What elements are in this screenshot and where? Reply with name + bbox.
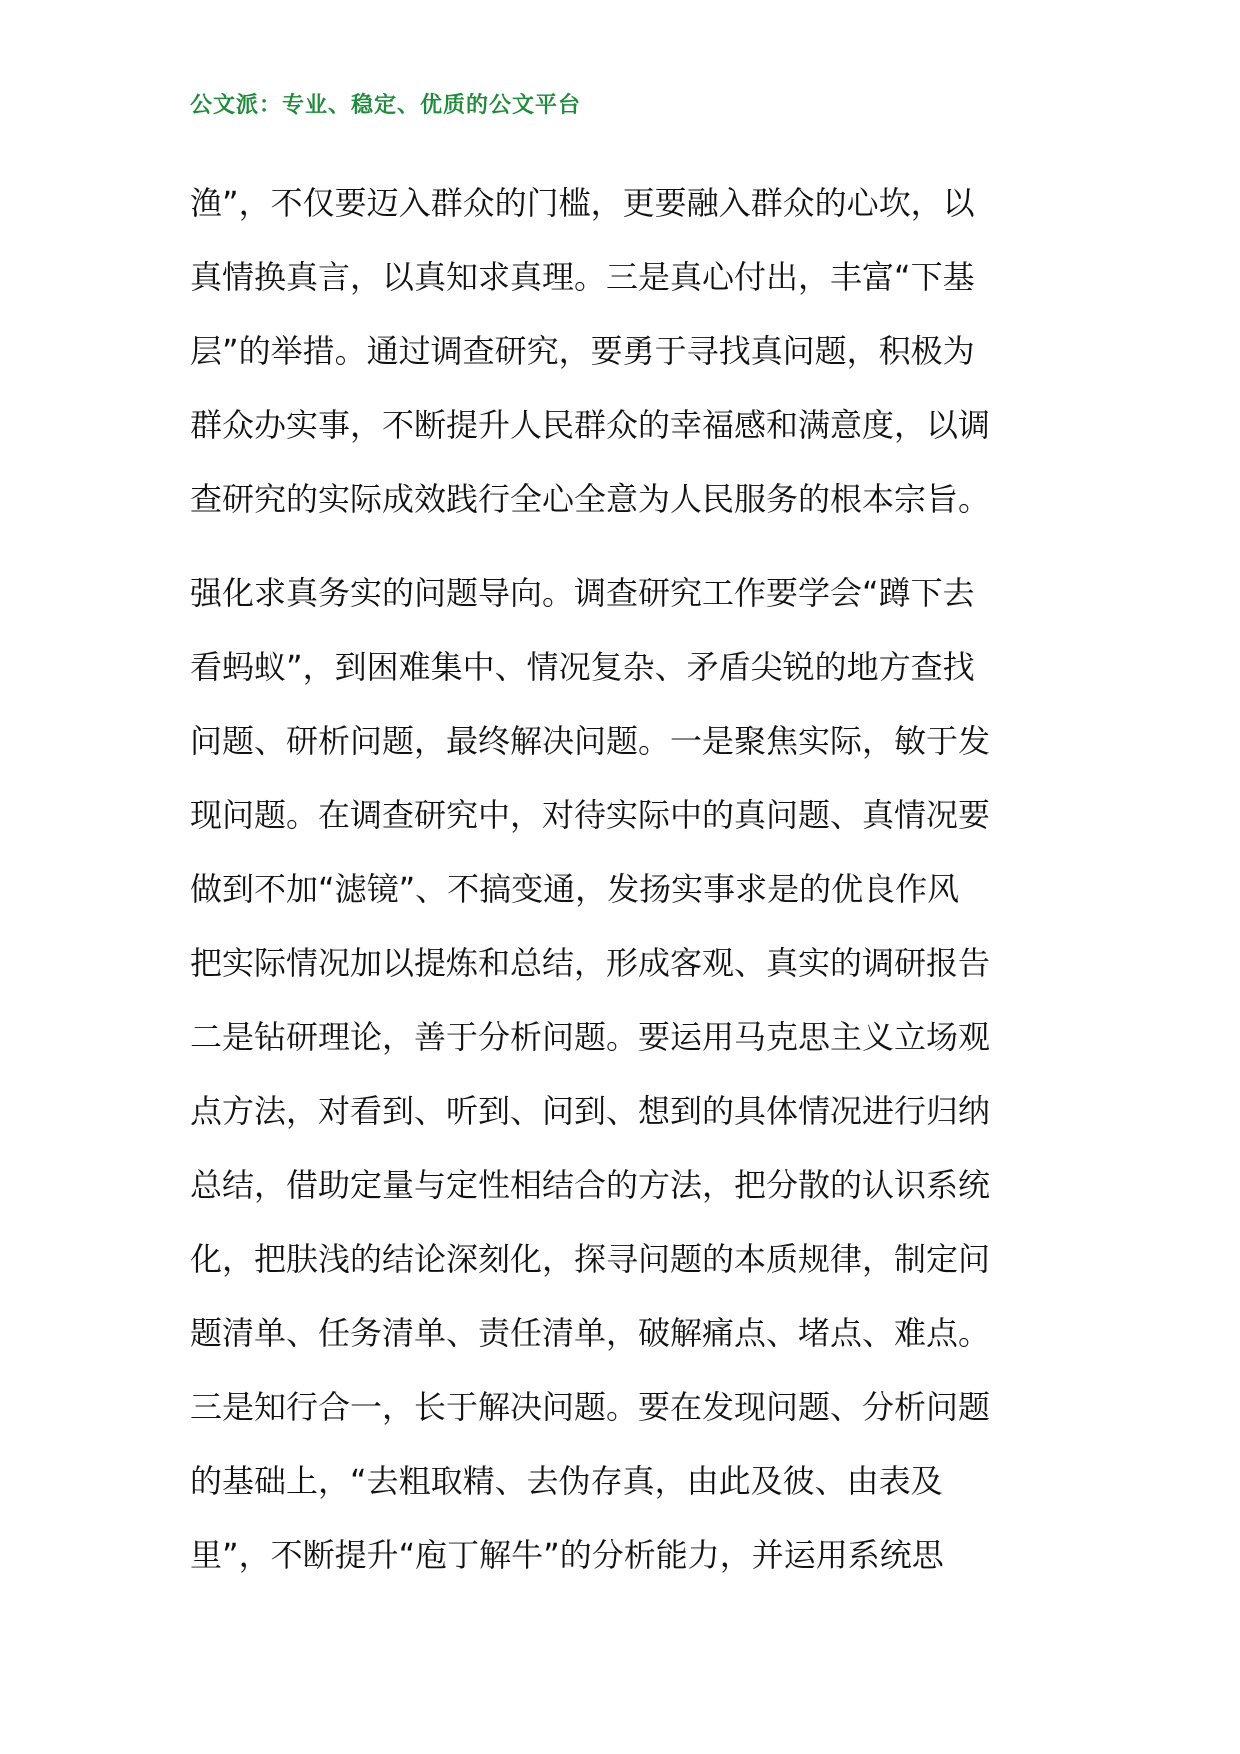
text-line: 的基础上，“去粗取精、去伪存真，由此及彼、由表及 [190,1462,943,1500]
text-line: 渔”，不仅要迈入群众的门槛，更要融入群众的心坎，以 [190,184,975,222]
text-line: 看蚂蚁”，到困难集中、情况复杂、矛盾尖锐的地方查找 [190,648,975,686]
text-line: 群众办实事，不断提升人民群众的幸福感和满意度，以调 [190,406,991,444]
paragraph-spacer [190,536,1060,556]
text-line: 化，把肤浅的结论深刻化，探寻问题的本质规律，制定问 [190,1240,991,1278]
text-line: 把实际情况加以提炼和总结，形成客观、真实的调研报告 [190,944,991,982]
text-line: 总结，借助定量与定性相结合的方法，把分散的认识系统 [190,1166,991,1204]
text-line: 查研究的实际成效践行全心全意为人民服务的根本宗旨。 [190,480,991,518]
document-body [190,166,1060,1592]
text-line: 现问题。在调查研究中，对待实际中的真问题、真情况要 [190,796,991,834]
text-line: 三是知行合一，长于解决问题。要在发现问题、分析问题 [190,1388,991,1426]
text-line: 二是钻研理论，善于分析问题。要运用马克思主义立场观 [190,1018,991,1056]
text-line: 问题、研析问题，最终解决问题。一是聚焦实际，敏于发 [190,722,991,760]
text-line: 里”，不断提升“庖丁解牛”的分析能力，并运用系统思 [190,1536,944,1574]
paragraph-2 [190,556,1060,1592]
page-header-title: 公文派：专业、稳定、优质的公文平台 [190,92,582,118]
text-line: 真情换真言，以真知求真理。三是真心付出，丰富“下基 [190,258,975,296]
text-line: 题清单、任务清单、责任清单，破解痛点、堵点、难点。 [190,1314,991,1352]
text-line: 层”的举措。通过调查研究，要勇于寻找真问题，积极为 [190,332,975,370]
paragraph-1 [190,166,1060,536]
text-line: 强化求真务实的问题导向。调查研究工作要学会“蹲下去 [190,574,975,612]
text-line: 点方法，对看到、听到、问到、想到的具体情况进行归纳 [190,1092,991,1130]
text-line: 做到不加“滤镜”、不搞变通，发扬实事求是的优良作风 [190,870,960,908]
